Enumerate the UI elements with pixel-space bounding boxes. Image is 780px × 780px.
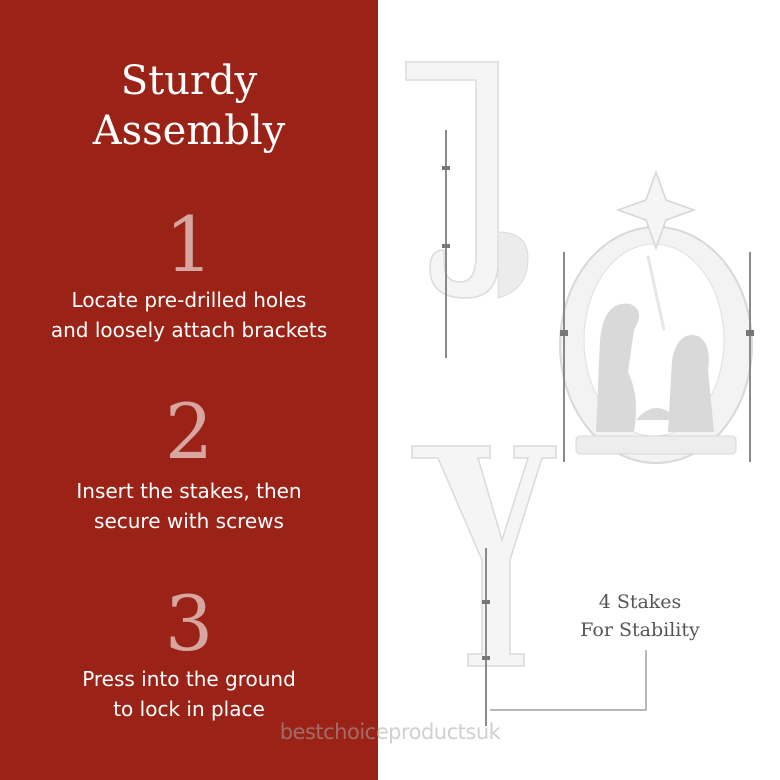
letter-y-icon [412, 446, 556, 666]
letter-j-icon [406, 62, 528, 298]
step-1-line-1: Locate pre-drilled holes [71, 288, 307, 312]
callout-line-2: For Stability [580, 619, 700, 641]
page-title [0, 56, 378, 156]
step-2-line-1: Insert the stakes, then [76, 479, 302, 503]
instructions-panel [0, 0, 378, 780]
stakes-callout [560, 588, 720, 644]
step-3-line-1: Press into the ground [82, 667, 296, 691]
step-2-text [0, 476, 378, 536]
joy-yard-sign-illustration [378, 0, 780, 780]
title-line-1: Sturdy [120, 58, 258, 104]
step-1-text [0, 285, 378, 345]
title-line-2: Assembly [92, 108, 286, 154]
letter-o-nativity-icon [560, 172, 752, 463]
step-3-line-2: to lock in place [113, 697, 265, 721]
stake-icon [442, 130, 450, 358]
step-2-number: 2 [164, 387, 214, 476]
watermark: bestchoiceproductsuk [279, 720, 501, 744]
callout-line-1: 4 Stakes [598, 591, 682, 613]
step-3-number: 3 [164, 579, 214, 668]
step-1-number: 1 [164, 200, 214, 289]
step-1-line-2: and loosely attach brackets [50, 318, 328, 342]
step-2-line-2: secure with screws [94, 509, 284, 533]
step-3-text [0, 664, 378, 724]
